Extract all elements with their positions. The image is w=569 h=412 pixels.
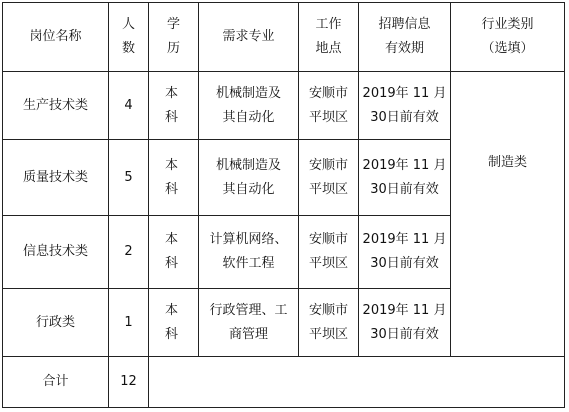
validity-line2: 30日前有效	[370, 256, 439, 271]
education-line1: 本	[165, 85, 179, 101]
education-cell	[149, 72, 199, 140]
education-line1: 本	[165, 302, 179, 318]
major-line2: 软件工程	[222, 256, 275, 271]
location-cell	[299, 72, 359, 140]
count-cell: 1	[109, 289, 149, 357]
header-location-line1: 工作	[315, 17, 342, 32]
major-line2: 商管理	[228, 326, 268, 342]
count-cell: 4	[109, 72, 149, 140]
validity-line2: 30日前有效	[370, 181, 439, 197]
header-location	[299, 3, 359, 72]
total-label-cell: 合计	[3, 357, 109, 408]
major-cell	[199, 72, 299, 140]
location-cell	[299, 216, 359, 289]
validity-line1: 2019年 11 月	[362, 157, 447, 173]
education-cell	[149, 289, 199, 357]
major-line2: 其自动化	[222, 109, 275, 125]
count-cell: 5	[109, 140, 149, 216]
header-major: 需求专业	[199, 3, 299, 72]
total-row	[3, 357, 565, 408]
header-count-line2: 数	[121, 41, 135, 56]
location-line1: 安顺市	[308, 157, 348, 173]
location-line2: 平坝区	[308, 181, 348, 197]
major-cell	[199, 289, 299, 357]
validity-line1: 2019年 11 月	[362, 85, 447, 101]
education-line2: 科	[165, 256, 179, 271]
education-line2: 科	[165, 326, 179, 342]
position-cell: 质量技术类	[3, 140, 109, 216]
major-cell	[199, 140, 299, 216]
validity-cell	[359, 216, 451, 289]
header-industry-line2: （选填）	[481, 41, 534, 56]
location-cell	[299, 289, 359, 357]
education-line2: 科	[165, 109, 179, 125]
location-line2: 平坝区	[308, 326, 348, 342]
header-validity	[359, 3, 451, 72]
table-row	[3, 72, 565, 140]
total-count-cell: 12	[109, 357, 149, 408]
header-validity-line2: 有效期	[384, 41, 424, 56]
location-line2: 平坝区	[308, 256, 348, 271]
validity-line1: 2019年 11 月	[362, 232, 447, 247]
header-industry	[451, 3, 565, 72]
header-education-line2: 历	[166, 41, 180, 56]
header-location-line2: 地点	[315, 41, 342, 56]
location-line1: 安顺市	[308, 85, 348, 101]
location-line2: 平坝区	[308, 109, 348, 125]
major-line2: 其自动化	[222, 181, 275, 197]
validity-line2: 30日前有效	[370, 109, 439, 125]
education-line1: 本	[165, 232, 179, 247]
validity-cell	[359, 289, 451, 357]
position-cell: 信息技术类	[3, 216, 109, 289]
major-line1: 机械制造及	[215, 85, 281, 101]
header-count	[109, 3, 149, 72]
header-count-line1: 人	[121, 17, 135, 32]
total-empty-cell	[149, 357, 565, 408]
header-education-line1: 学	[166, 17, 180, 32]
education-cell	[149, 140, 199, 216]
validity-cell	[359, 140, 451, 216]
validity-line1: 2019年 11 月	[362, 302, 447, 318]
major-line1: 计算机网络、	[209, 232, 288, 247]
major-line1: 机械制造及	[215, 157, 281, 173]
validity-cell	[359, 72, 451, 140]
education-line2: 科	[165, 181, 179, 197]
position-cell: 行政类	[3, 289, 109, 357]
header-row	[3, 3, 565, 72]
major-cell	[199, 216, 299, 289]
header-validity-line1: 招聘信息	[378, 17, 431, 32]
major-line1: 行政管理、工	[209, 302, 288, 318]
location-cell	[299, 140, 359, 216]
count-cell: 2	[109, 216, 149, 289]
header-education	[149, 3, 199, 72]
location-line1: 安顺市	[308, 232, 348, 247]
validity-line2: 30日前有效	[370, 326, 439, 342]
education-line1: 本	[165, 157, 179, 173]
education-cell	[149, 216, 199, 289]
header-position: 岗位名称	[3, 3, 109, 72]
position-cell: 生产技术类	[3, 72, 109, 140]
location-line1: 安顺市	[308, 302, 348, 318]
recruitment-table	[2, 2, 565, 408]
header-industry-line1: 行业类别	[481, 17, 534, 32]
industry-cell: 制造类	[451, 72, 565, 357]
